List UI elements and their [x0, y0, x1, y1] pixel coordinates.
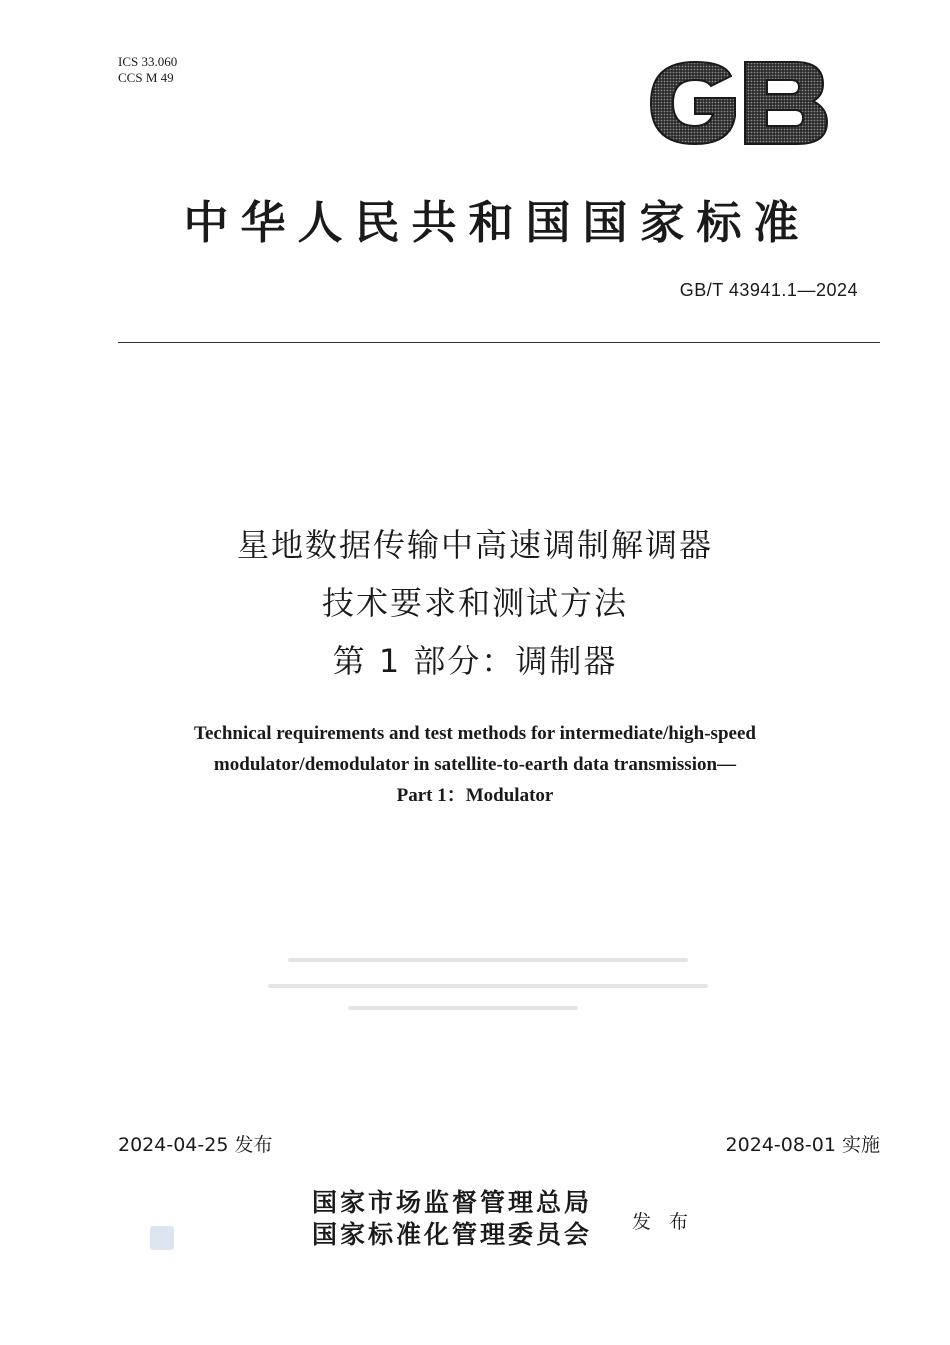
cn-title-line-1: 星地数据传输中高速调制解调器	[236, 526, 713, 564]
classification-codes	[118, 54, 177, 86]
ics-code: ICS 33.060	[118, 54, 178, 69]
header-divider	[118, 342, 880, 343]
standard-category-title: 中华人民共和国国家标准	[183, 196, 811, 249]
cn-title-line-3: 第 1 部分：调制器	[332, 642, 618, 680]
authority-sac: 国家标准化管理委员会	[312, 1220, 593, 1249]
ccs-code: CCS M 49	[118, 70, 174, 85]
scan-watermark-icon	[150, 1226, 174, 1250]
en-title-line-1: Technical requirements and test methods for intermediate/high-speed	[194, 723, 756, 744]
issue-date: 2024-04-25 发布	[118, 1134, 273, 1156]
authority-samr: 国家市场监督管理总局	[312, 1188, 593, 1217]
standard-number: GB/T 43941.1—2024	[679, 280, 858, 300]
en-title-line-2: modulator/demodulator in satellite-to-earth data transmission—	[213, 754, 737, 775]
publish-label: 发 布	[632, 1211, 695, 1233]
cn-title-line-2: 技术要求和测试方法	[321, 584, 628, 622]
en-title-line-3: Part 1：Modulator	[396, 785, 554, 806]
gb-national-standard-logo	[645, 56, 831, 150]
faded-watermark-text	[248, 944, 710, 1024]
implementation-date: 2024-08-01 实施	[725, 1134, 880, 1156]
